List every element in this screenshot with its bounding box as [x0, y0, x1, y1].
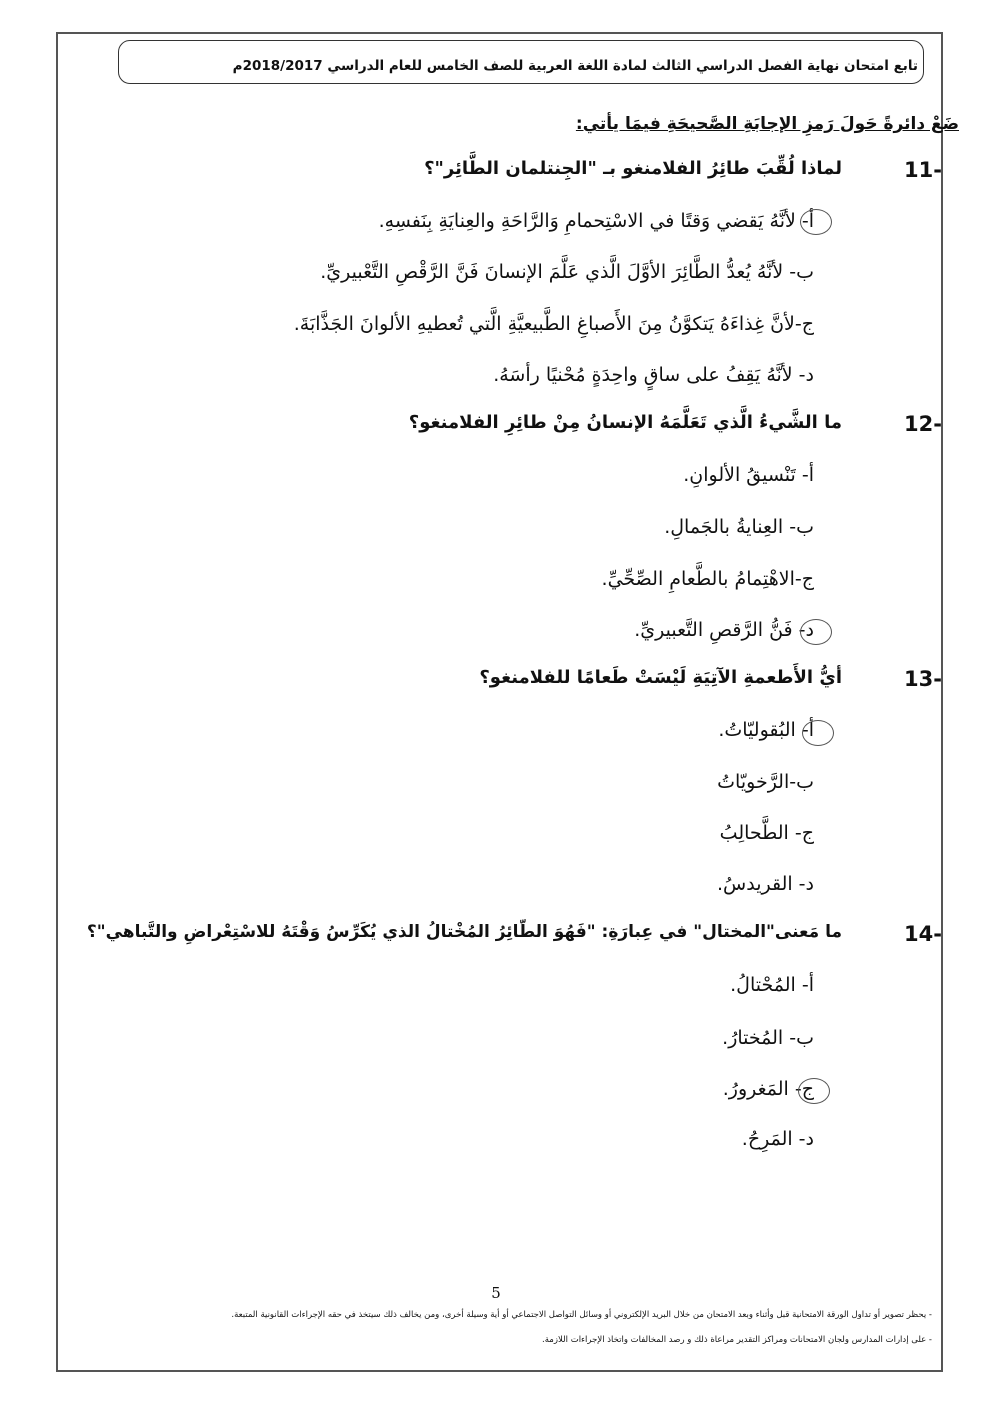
footer-note-1: - يحظر تصوير أو تداول الورقة الامتحانية قبل وأثناء وبعد الامتحان من خلال البريد الإلكتروني أو وسائل التواصل الاجتماعي أو أية وسيلة أخرى، ومن يخالف ذلك سيتخذ في حقه الإجراءات القانونية المتبعة.	[231, 1310, 932, 1320]
answer-circle-mark	[802, 720, 834, 746]
question-text: أيُّ الأَطعمةِ الآتِيَةِ لَيْسَتْ طَعامًا للفلامنغو؟	[479, 667, 842, 688]
question-14	[60, 922, 942, 952]
q11-option-b[interactable]: ب- لأنَّهُ يُعدُّ الطَّائِرَ الأوَّلَ الَّذي عَلَّمَ الإنسانَ فَنَّ الرَّقْصِ التَّعْبيريِّ.	[320, 261, 814, 283]
q12-option-d[interactable]: د- فَنُّ الرَّقصِ التَّعبيريِّ.	[634, 619, 814, 641]
question-text: لماذا لُقِّبَ طائِرُ الفلامنغو بـ "الجِنتلمان الطَّائِر"؟	[424, 158, 842, 179]
q12-option-a[interactable]: أ- تَنْسيقُ الألوانِ.	[683, 464, 814, 486]
question-number: 12-	[904, 412, 942, 436]
exam-header-title: تابع امتحان نهاية الفصل الدراسي الثالث لمادة اللغة العربية للصف الخامس للعام الدراسي 2018/2017م	[232, 58, 918, 74]
q11-option-c[interactable]: ج-لأنَّ غِذاءَهُ يَتكوَّنُ مِنَ الأَصباغِ الطَّبيعيَّةِ الَّتي تُعطيهِ الألوانَ الجَذَّابَةَ.	[293, 313, 814, 335]
question-number: 14-	[904, 922, 942, 946]
page-number: 5	[491, 1284, 501, 1302]
q14-option-c[interactable]: ج- المَغرورُ.	[722, 1078, 814, 1100]
q13-option-b[interactable]: ب-الرَّخويّاتُ	[717, 771, 814, 793]
question-number: 11-	[904, 158, 942, 182]
answer-circle-mark	[800, 619, 832, 645]
question-text: ما الشَّيءُ الَّذي تَعَلَّمَهُ الإنسانُ مِنْ طائِرِ الفلامنغو؟	[408, 412, 842, 433]
q14-option-b[interactable]: ب- المُختارُ.	[722, 1027, 814, 1049]
q13-option-d[interactable]: د- القريدسُ.	[716, 873, 814, 895]
instruction-text: ضَعْ دائرةً حَولَ رَمزِ الإجابَةِ الصَّحيحَةِ فيمَا يأتي:	[575, 114, 959, 134]
question-12	[60, 412, 942, 442]
q13-option-c[interactable]: ج- الطَّحالِبُ	[719, 822, 814, 844]
q11-option-a[interactable]: أ- لأنَّهُ يَقضي وَقتًا في الاسْتِحمامِ وَالرَّاحَةِ والعِنايَةِ بِنَفسِهِ.	[378, 210, 814, 232]
answer-circle-mark	[800, 209, 832, 235]
q12-option-b[interactable]: ب- العِنايةُ بالجَمالِ.	[664, 516, 814, 538]
footer-note-2: - على إدارات المدارس ولجان الامتحانات ومراكز التقدير مراعاة ذلك و رصد المخالفات واتخاذ الإجراءات اللازمة.	[542, 1335, 932, 1345]
question-number: 13-	[904, 667, 942, 691]
question-text: ما مَعنى"المختال" في عِبارَةِ: "فَهُوَ الطّائِرُ المُخْتالُ الذي يُكَرِّسُ وَقْتَهُ للاسْتِعْراضِ والتَّباهي"؟	[86, 922, 842, 942]
q13-option-a[interactable]: أ- البُقوليّاتُ.	[718, 719, 814, 741]
q14-option-d[interactable]: د- المَرِحُ.	[741, 1128, 814, 1150]
answer-circle-mark	[798, 1078, 830, 1104]
q12-option-c[interactable]: ج-الاهْتِمامُ بالطَّعامِ الصِّحِّيِّ.	[601, 568, 814, 590]
q14-option-a[interactable]: أ- المُحْتالُ.	[730, 974, 814, 996]
q11-option-d[interactable]: د- لأنَّهُ يَقِفُ على ساقٍ واحِدَةٍ مُحْنيًا رأسَهُ.	[493, 364, 814, 386]
question-11	[60, 158, 942, 188]
question-13	[60, 667, 942, 697]
